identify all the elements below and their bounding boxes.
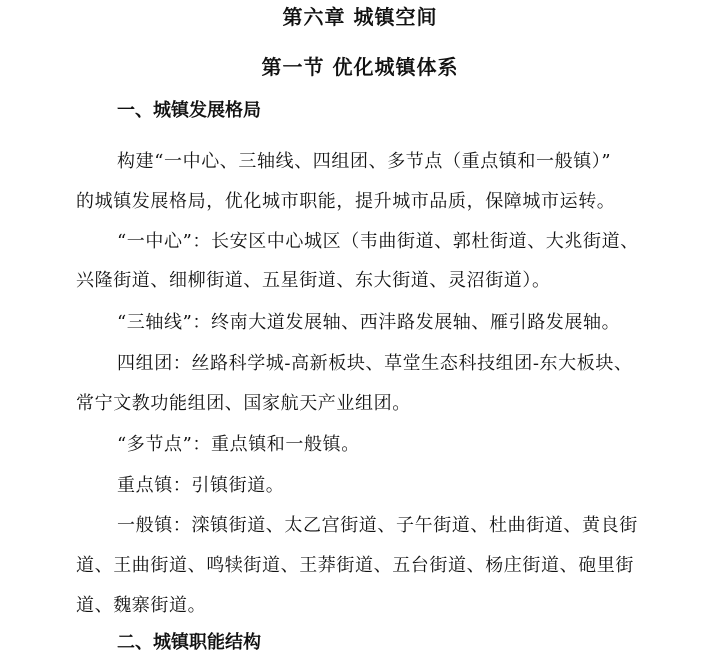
paragraph-line: 兴隆街道、细柳街道、五星街道、东大街道、灵沼街道）。 [76, 270, 551, 291]
paragraph-line: 构建“一中心、三轴线、四组团、多节点（重点镇和一般镇）” [117, 151, 612, 172]
paragraph-line: 道、魏寨街道。 [76, 595, 207, 616]
paragraph-line: 重点镇：引镇街道。 [117, 475, 285, 496]
subsection-heading-urban-functions: 二、城镇职能结构 [117, 632, 261, 653]
paragraph-line: 的城镇发展格局，优化城市职能，提升城市品质，保障城市运转。 [76, 191, 616, 212]
paragraph-line: “一中心”：长安区中心城区（韦曲街道、郭杜街道、大兆街道、 [117, 231, 639, 252]
paragraph-line: 四组团：丝路科学城-高新板块、草堂生态科技组团-东大板块、 [117, 353, 633, 374]
paragraph-line: “三轴线”：终南大道发展轴、西沣路发展轴、雁引路发展轴。 [117, 312, 621, 333]
section-title: 第一节 优化城镇体系 [261, 55, 459, 79]
chapter-title: 第六章 城镇空间 [282, 5, 438, 29]
paragraph-line: 常宁文教功能组团、国家航天产业组团。 [76, 393, 411, 414]
subsection-heading-urban-pattern: 一、城镇发展格局 [117, 100, 261, 121]
paragraph-line: “多节点”：重点镇和一般镇。 [117, 434, 360, 455]
paragraph-line: 一般镇：滦镇街道、太乙宫街道、子午街道、杜曲街道、黄良街 [117, 515, 638, 536]
paragraph-line: 道、王曲街道、鸣犊街道、王莽街道、五台街道、杨庄街道、砲里街 [76, 555, 634, 576]
